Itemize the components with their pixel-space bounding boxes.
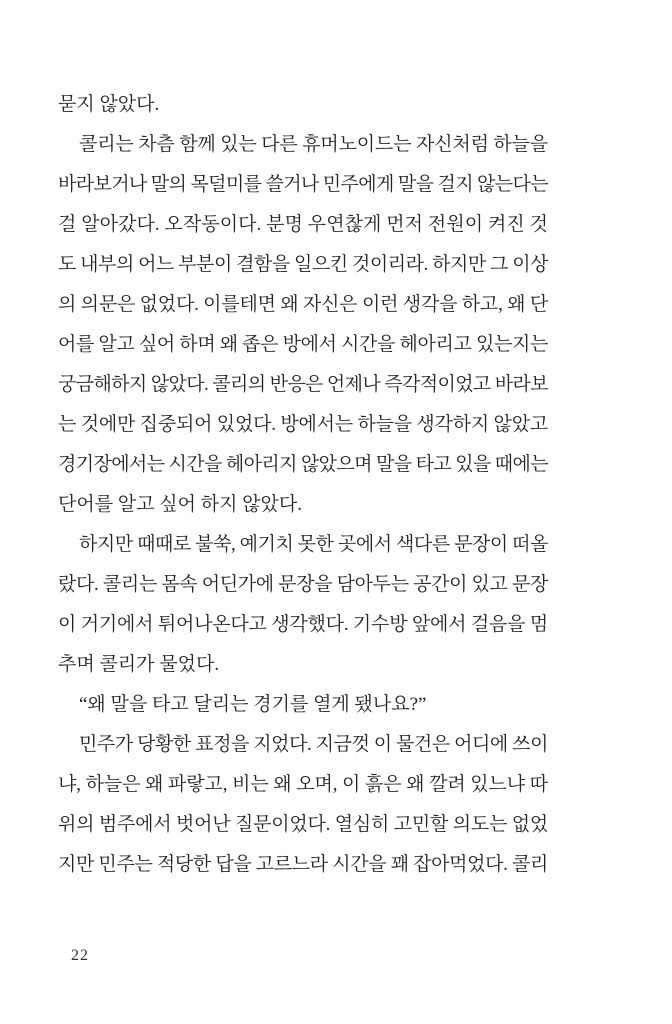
text-line: 걸 알아갔다. 오작동이다. 분명 우연찮게 먼저 전원이 켜진 것 [58, 214, 548, 235]
text-line: 위의 범주에서 벗어난 질문이었다. 열심히 고민할 의도는 없었 [58, 814, 548, 835]
text-line: 냐, 하늘은 왜 파랗고, 비는 왜 오며, 이 흙은 왜 깔려 있느냐 따 [58, 774, 548, 795]
page-number: 22 [71, 947, 89, 964]
dialogue-line: “왜 말을 타고 달리는 경기를 열게 됐나요?” [79, 694, 427, 715]
text-line: 도 내부의 어느 부분이 결함을 일으킨 것이리라. 하지만 그 이상 [58, 254, 548, 275]
text-line: 이 거기에서 튀어나온다고 생각했다. 기수방 앞에서 걸음을 멈 [58, 614, 548, 635]
text-line: 궁금해하지 않았다. 콜리의 반응은 언제나 즉각적이었고 바라보 [58, 374, 548, 395]
text-line: 콜리는 차츰 함께 있는 다른 휴머노이드는 자신처럼 하늘을 [79, 134, 548, 155]
text-line: 바라보거나 말의 목덜미를 쓸거나 민주에게 말을 걸지 않는다는 [58, 174, 548, 195]
text-line: 묻지 않았다. [58, 94, 160, 115]
text-line: 하지만 때때로 불쑥, 예기치 못한 곳에서 색다른 문장이 떠올 [79, 534, 548, 555]
text-line: 추며 콜리가 물었다. [58, 654, 220, 675]
text-line: 민주가 당황한 표정을 지었다. 지금껏 이 물건은 어디에 쓰이 [79, 734, 548, 755]
text-line: 어를 알고 싶어 하며 왜 좁은 방에서 시간을 헤아리고 있는지는 [58, 334, 548, 355]
text-line: 경기장에서는 시간을 헤아리지 않았으며 말을 타고 있을 때에는 [58, 454, 548, 475]
text-line: 지만 민주는 적당한 답을 고르느라 시간을 꽤 잡아먹었다. 콜리 [58, 854, 548, 875]
text-line: 는 것에만 집중되어 있었다. 방에서는 하늘을 생각하지 않았고 [58, 414, 548, 435]
body-text [58, 85, 548, 885]
text-line: 랐다. 콜리는 몸속 어딘가에 문장을 담아두는 공간이 있고 문장 [58, 574, 548, 595]
text-line: 단어를 알고 싶어 하지 않았다. [58, 494, 302, 515]
text-line: 의 의문은 없었다. 이를테면 왜 자신은 이런 생각을 하고, 왜 단 [58, 294, 548, 315]
